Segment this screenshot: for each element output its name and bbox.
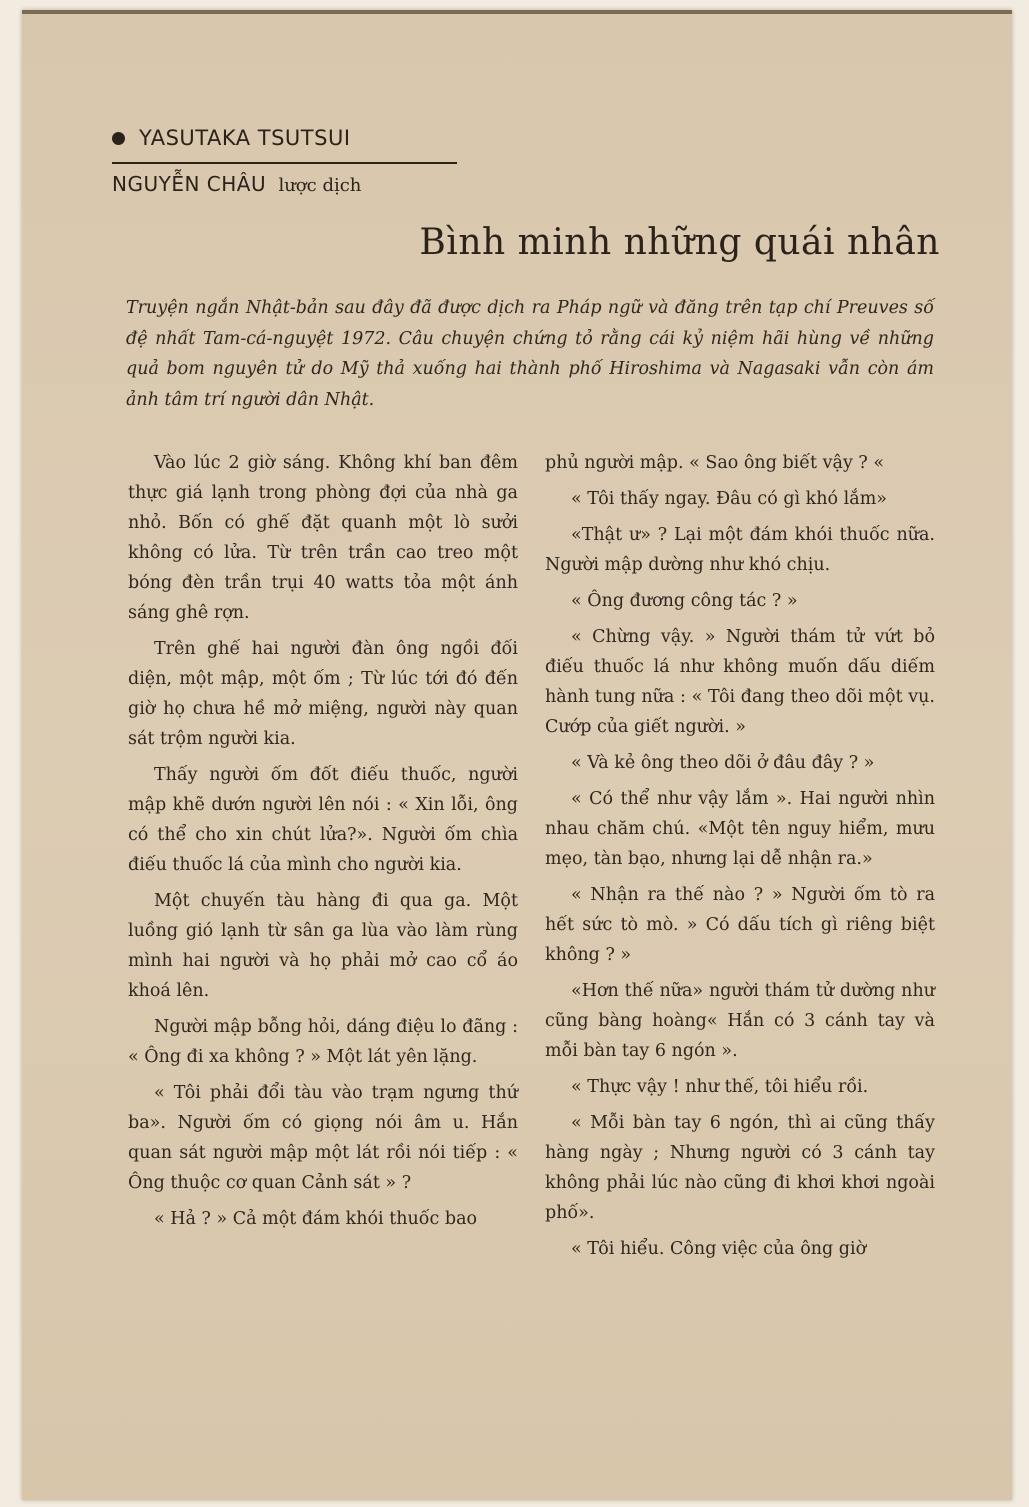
right-column [545,448,935,1270]
left-paragraph: « Tôi phải đổi tàu vào trạm ngưng thứ ba». Người ốm có giọng nói âm u. Hắn quan sát người mập một lát rồi nói tiếp : « Ông thuộc cơ quan Cảnh sát » ? [128,1083,518,1193]
translator-row [112,172,457,196]
translator-name: NGUYỄN CHÂU [112,172,267,196]
story-title: Bình minh những quái nhân [419,222,940,263]
page-top-edge [22,10,1012,14]
right-paragraph: « Tôi hiểu. Công việc của ông giờ [571,1239,867,1259]
translator-role: lược dịch [278,175,362,196]
left-paragraph: Một chuyến tàu hàng đi qua ga. Một luồng gió lạnh từ sân ga lùa vào làm rùng mình hai người và họ phải mở cao cổ áo khoá lên. [128,891,518,1001]
left-paragraph: « Hả ? » Cả một đám khói thuốc bao [154,1209,478,1229]
right-paragraph: « Và kẻ ông theo dõi ở đâu đây ? » [571,753,875,773]
right-paragraph: «Thật ư» ? Lại một đám khói thuốc nữa. Người mập dường như khó chịu. [545,525,935,575]
bullet-icon [112,132,125,145]
author-name: YASUTAKA TSUTSUI [139,126,351,150]
byline [112,126,457,196]
left-paragraph: Thấy người ốm đốt điếu thuốc, người mập khẽ dướn người lên nói : « Xin lỗi, ông có thể cho xin chút lửa?». Người ốm chìa điếu thuốc lá của mình cho người kia. [128,765,518,875]
right-paragraph: « Mỗi bàn tay 6 ngón, thì ai cũng thấy hàng ngày ; Nhưng người có 3 cánh tay không phải lúc nào cũng đi khơi khơi ngoài phố». [545,1113,935,1223]
right-paragraph: « Có thể như vậy lắm ». Hai người nhìn nhau chăm chú. «Một tên nguy hiểm, mưu mẹo, tàn bạo, nhưng lại dễ nhận ra.» [545,789,935,869]
right-paragraph: « Chừng vậy. » Người thám tử vứt bỏ điếu thuốc lá như không muốn dấu diếm hành tung nữa : « Tôi đang theo dõi một vụ. Cướp của giết người. » [545,627,935,737]
left-paragraph: Người mập bỗng hỏi, dáng điệu lo đãng : « Ông đi xa không ? » Một lát yên lặng. [128,1017,518,1067]
right-paragraph: « Tôi thấy ngay. Đâu có gì khó lắm» [571,489,887,509]
right-paragraph: «Hơn thế nữa» người thám tử dường như cũng bàng hoàng« Hắn có 3 cánh tay và mỗi bàn tay 6 ngón ». [545,981,935,1061]
left-paragraph: Trên ghế hai người đàn ông ngồi đối diện, một mập, một ốm ; Từ lúc tới đó đến giờ họ chưa hề mở miệng, người này quan sát trộm người kia. [128,639,518,749]
byline-rule [112,162,457,164]
left-column [128,448,518,1240]
right-paragraph: phủ người mập. « Sao ông biết vậy ? « [545,453,885,473]
intro-paragraph: Truyện ngắn Nhật-bản sau đây đã được dịch ra Pháp ngữ và đăng trên tạp chí Preuves số đệ nhất Tam-cá-nguyệt 1972. Câu chuyện chứng tỏ rằng cái kỷ niệm hãi hùng về những quả bom nguyên tử do Mỹ thả xuống hai thành phố Hiroshima và Nagasaki vẫn còn ám ảnh tâm trí người dân Nhật. [126,298,934,410]
right-paragraph: « Thực vậy ! như thế, tôi hiểu rồi. [571,1077,869,1097]
author-row [112,126,457,150]
left-paragraph: Vào lúc 2 giờ sáng. Không khí ban đêm thực giá lạnh trong phòng đợi của nhà ga nhỏ. Bốn có ghế đặt quanh một lò sưởi không có lửa. Từ trên trần cao treo một bóng đèn trần trụi 40 watts tỏa một ánh sáng ghê rợn. [128,453,518,623]
right-paragraph: « Ông đương công tác ? » [571,591,798,611]
right-paragraph: « Nhận ra thế nào ? » Người ốm tò ra hết sức tò mò. » Có dấu tích gì riêng biệt không ? » [545,885,935,965]
